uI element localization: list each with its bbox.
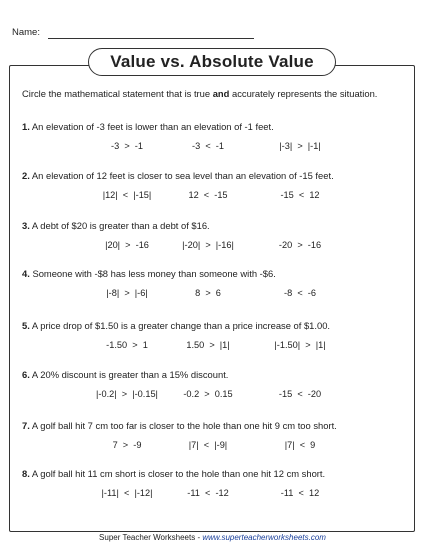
answer-option[interactable]: |-3| > |-1| [279, 141, 321, 151]
question-text: Someone with -$8 has less money than someone with -$6. [32, 268, 276, 279]
question-number: 4. [22, 268, 30, 279]
instructions-text-2: accurately represents the situation. [229, 88, 378, 99]
answer-option[interactable]: -1.50 > 1 [106, 340, 148, 350]
answer-option[interactable]: 8 > 6 [195, 288, 221, 298]
question-text: A 20% discount is greater than a 15% discount. [31, 369, 229, 380]
answer-option[interactable]: |-8| > |-6| [106, 288, 148, 298]
name-line[interactable] [48, 38, 254, 39]
question-text: An elevation of -3 feet is lower than an elevation of -1 feet. [31, 121, 274, 132]
question-number: 2. [22, 170, 30, 181]
answer-option[interactable]: 1.50 > |1| [186, 340, 230, 350]
answer-option[interactable]: -11 < 12 [280, 488, 320, 498]
question-text: A debt of $20 is greater than a debt of $16. [31, 220, 210, 231]
answer-option[interactable]: |-20| > |-16| [182, 240, 234, 250]
answer-option[interactable]: -15 < 12 [280, 190, 320, 200]
question-5 [22, 320, 330, 331]
footer [0, 533, 425, 542]
answer-option[interactable]: -8 < -6 [284, 288, 316, 298]
footer-brand: Super Teacher Worksheets - [99, 533, 203, 542]
question-number: 1. [22, 121, 30, 132]
answer-option[interactable]: 12 < -15 [188, 190, 228, 200]
question-4 [22, 268, 276, 279]
question-7 [22, 420, 337, 431]
instructions-bold: and [212, 88, 230, 99]
question-number: 5. [22, 320, 30, 331]
answer-option[interactable]: |-0.2| > |-0.15| [96, 389, 158, 399]
footer-site[interactable]: www.superteacherworksheets.com [202, 533, 326, 542]
instructions-text-1: Circle the mathematical statement that is true [22, 88, 213, 99]
question-6 [22, 369, 228, 380]
answer-option[interactable]: |-1.50| > |1| [274, 340, 326, 350]
answer-option[interactable]: |7| < |-9| [188, 440, 228, 450]
question-text: A price drop of $1.50 is a greater change than a price increase of $1.00. [31, 320, 331, 331]
answer-option[interactable]: |20| > -16 [105, 240, 149, 250]
question-2 [22, 170, 334, 181]
name-label: Name: [12, 27, 40, 38]
answer-option[interactable]: -3 > -1 [111, 141, 143, 151]
answer-option[interactable]: -11 < -12 [187, 488, 229, 498]
question-number: 7. [22, 420, 30, 431]
answer-option[interactable]: |7| < 9 [284, 440, 316, 450]
question-text: A golf ball hit 7 cm too far is closer to the hole than one hit 9 cm too short. [31, 420, 337, 431]
question-1 [22, 121, 274, 132]
answer-option[interactable]: |-11| < |-12| [101, 488, 153, 498]
question-text: An elevation of 12 feet is closer to sea level than an elevation of -15 feet. [31, 170, 334, 181]
question-number: 6. [22, 369, 30, 380]
worksheet-frame [9, 65, 415, 532]
question-number: 8. [22, 468, 30, 479]
page-title: Value vs. Absolute Value [88, 48, 336, 76]
question-text: A golf ball hit 11 cm short is closer to the hole than one hit 12 cm short. [31, 468, 326, 479]
answer-option[interactable]: -0.2 > 0.15 [183, 389, 233, 399]
answer-option[interactable]: -20 > -16 [278, 240, 322, 250]
instructions [22, 88, 402, 100]
answer-option[interactable]: -15 < -20 [278, 389, 322, 399]
answer-option[interactable]: -3 < -1 [192, 141, 224, 151]
answer-option[interactable]: 7 > -9 [112, 440, 142, 450]
answer-option[interactable]: |12| < |-15| [102, 190, 152, 200]
question-number: 3. [22, 220, 30, 231]
question-3 [22, 220, 210, 231]
question-8 [22, 468, 325, 479]
